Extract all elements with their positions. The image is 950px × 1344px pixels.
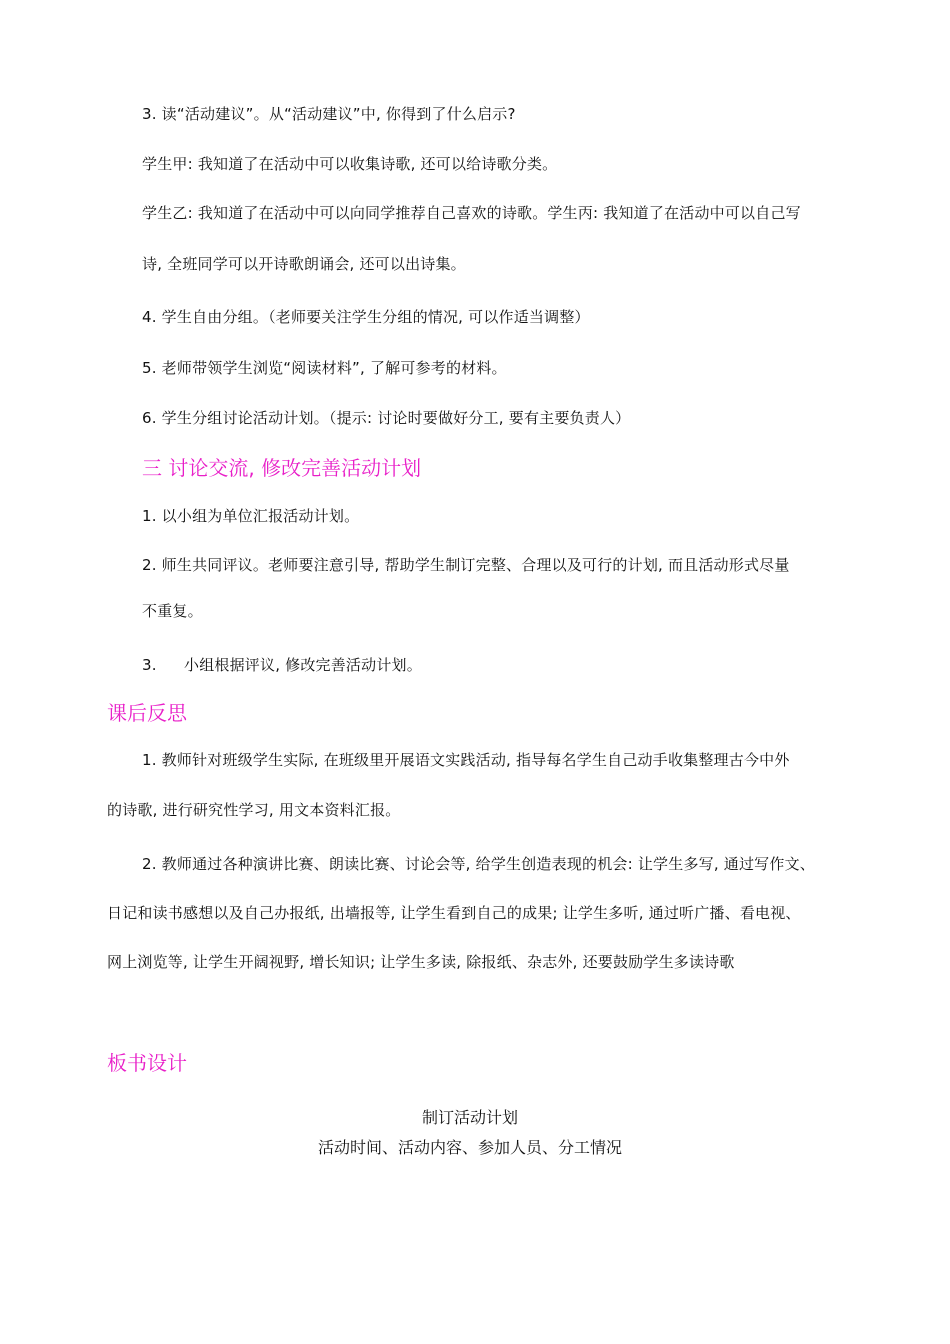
reflection-item-1-line1: 1. 教师针对班级学生实际, 在班级里开展语文实践活动, 指导每名学生自己动手收集整理古今中外 — [142, 751, 790, 769]
section-3-item-2-line2: 不重复。 — [142, 602, 203, 620]
section-3-item-3-number: 3. — [142, 656, 157, 674]
prep-item-3: 3. 读“活动建议”。从“活动建议”中, 你得到了什么启示? — [142, 105, 516, 123]
prep-item-5: 5. 老师带领学生浏览“阅读材料”, 了解可参考的材料。 — [142, 359, 507, 377]
board-subtitle: 活动时间、活动内容、参加人员、分工情况 — [317, 1138, 622, 1157]
reflection-heading: 课后反思 — [107, 701, 187, 725]
section-3-item-2-line1: 2. 师生共同评议。老师要注意引导, 帮助学生制订完整、合理以及可行的计划, 而且活动形式尽量 — [142, 556, 790, 574]
reflection-item-1-line2: 的诗歌, 进行研究性学习, 用文本资料汇报。 — [107, 801, 401, 819]
reflection-item-2-line1: 2. 教师通过各种演讲比赛、朗读比赛、讨论会等, 给学生创造表现的机会: 让学生多写, 通过写作文、 — [142, 855, 815, 873]
board-title: 制订活动计划 — [421, 1108, 518, 1127]
student-b-answer-line1: 学生乙: 我知道了在活动中可以向同学推荐自己喜欢的诗歌。学生丙: 我知道了在活动中可以自己写 — [142, 204, 801, 222]
section-3-heading: 三 讨论交流, 修改完善活动计划 — [142, 456, 422, 480]
prep-item-4: 4. 学生自由分组。（老师要关注学生分组的情况, 可以作适当调整） — [142, 308, 590, 326]
reflection-item-2-line2: 日记和读书感想以及自己办报纸, 出墙报等, 让学生看到自己的成果; 让学生多听, 通过听广播、看电视、 — [107, 904, 801, 922]
prep-item-6: 6. 学生分组讨论活动计划。（提示: 讨论时要做好分工, 要有主要负责人） — [142, 409, 631, 427]
board-design-heading: 板书设计 — [107, 1051, 187, 1075]
reflection-item-2-line3: 网上浏览等, 让学生开阔视野, 增长知识; 让学生多读, 除报纸、杂志外, 还要鼓励学生多读诗歌 — [107, 953, 735, 971]
student-b-answer-line2: 诗, 全班同学可以开诗歌朗诵会, 还可以出诗集。 — [142, 255, 466, 273]
section-3-item-1: 1. 以小组为单位汇报活动计划。 — [142, 507, 360, 525]
student-a-answer: 学生甲: 我知道了在活动中可以收集诗歌, 还可以给诗歌分类。 — [142, 155, 558, 173]
section-3-item-3-text: 小组根据评议, 修改完善活动计划。 — [184, 656, 422, 674]
